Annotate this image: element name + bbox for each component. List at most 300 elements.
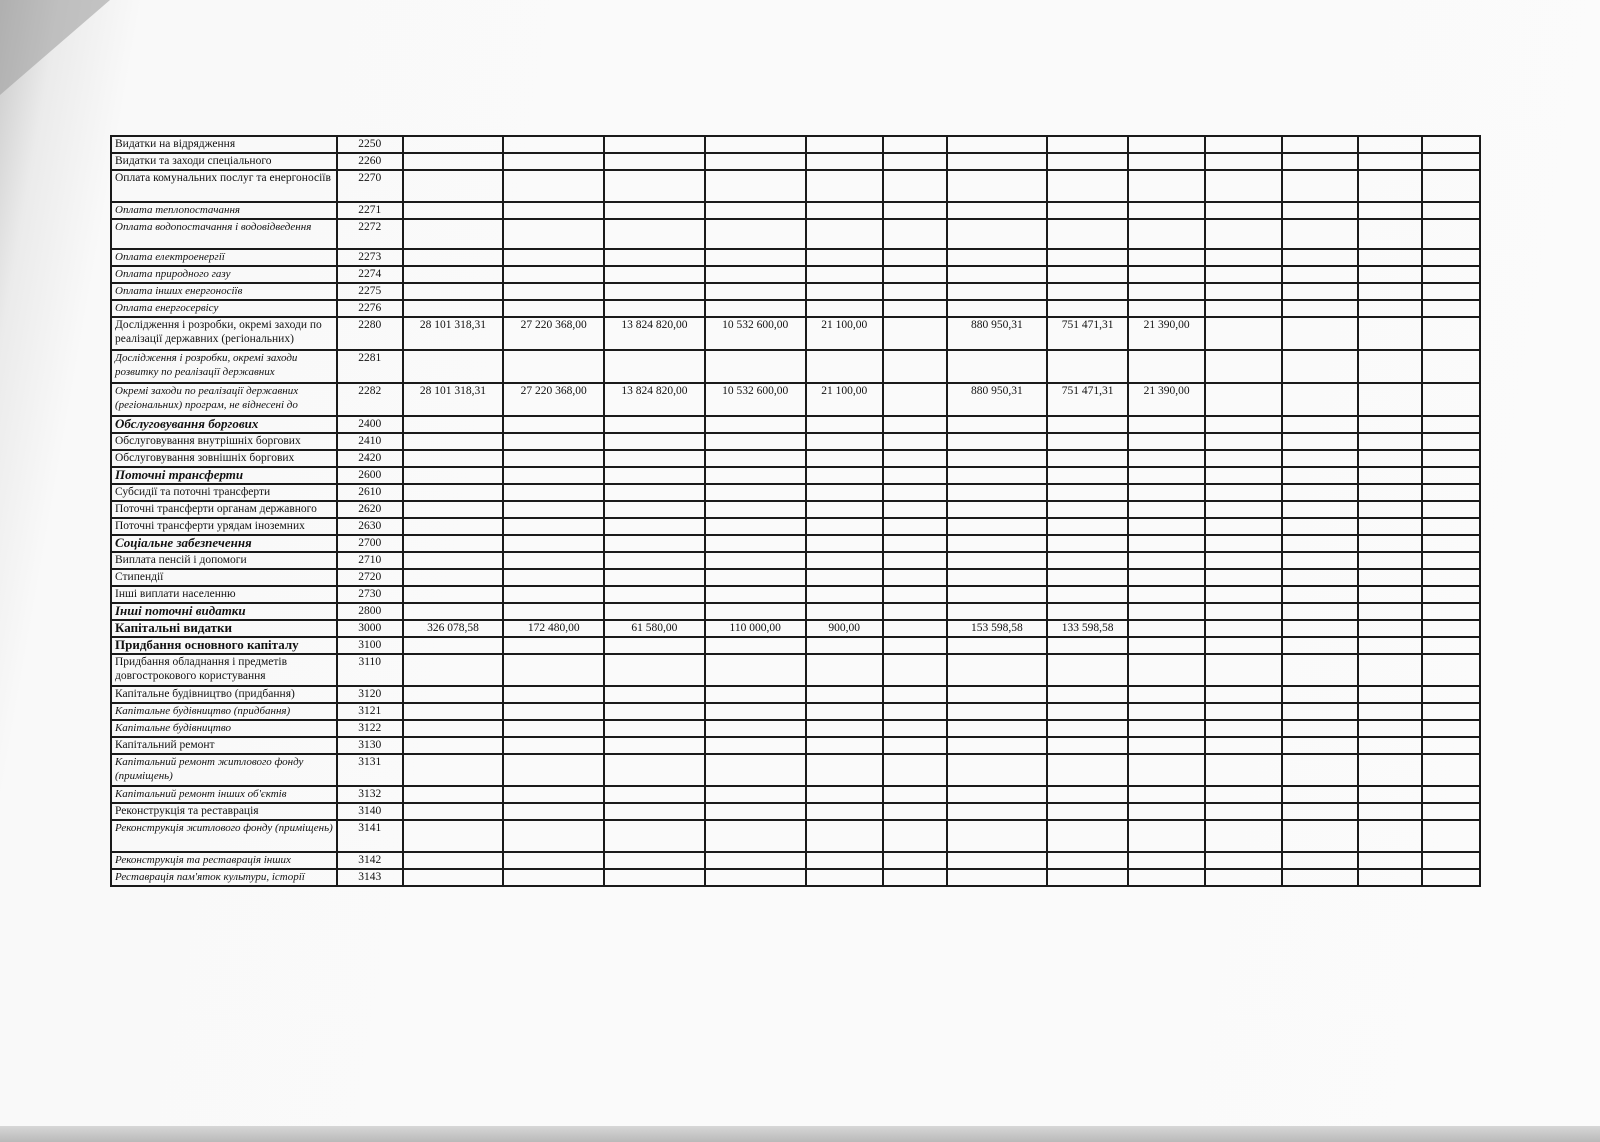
value-cell (604, 869, 705, 886)
value-cell (604, 219, 705, 249)
row-code: 2275 (337, 283, 403, 300)
value-cell (947, 416, 1048, 433)
value-cell: 110 000,00 (705, 620, 806, 637)
value-cell: 153 598,58 (947, 620, 1048, 637)
value-cell (403, 586, 504, 603)
value-cell (806, 803, 883, 820)
row-label: Окремі заходи по реалізації державних (регіональних) програм, не віднесені до (111, 383, 337, 416)
value-cell (1047, 467, 1128, 484)
value-cell (705, 202, 806, 219)
row-label: Видатки та заходи спеціального (111, 153, 337, 170)
value-cell (403, 654, 504, 686)
value-cell (503, 720, 604, 737)
value-cell: 172 480,00 (503, 620, 604, 637)
value-cell (1282, 518, 1358, 535)
value-cell (947, 518, 1048, 535)
value-cell (1358, 720, 1422, 737)
row-code: 2420 (337, 450, 403, 467)
row-code: 3121 (337, 703, 403, 720)
value-cell (1047, 300, 1128, 317)
value-cell (403, 153, 504, 170)
value-cell (1128, 737, 1205, 754)
value-cell (604, 820, 705, 852)
table-row (111, 586, 1480, 603)
value-cell (503, 283, 604, 300)
value-cell (705, 153, 806, 170)
value-cell: 880 950,31 (947, 383, 1048, 416)
value-cell (806, 249, 883, 266)
value-cell (403, 283, 504, 300)
value-cell (403, 737, 504, 754)
row-code: 2276 (337, 300, 403, 317)
value-cell (1422, 686, 1480, 703)
value-cell (1205, 383, 1281, 416)
row-label: Субсидії та поточні трансферти (111, 484, 337, 501)
value-cell (1358, 467, 1422, 484)
value-cell (705, 249, 806, 266)
value-cell (403, 569, 504, 586)
value-cell (604, 467, 705, 484)
value-cell (806, 603, 883, 620)
value-cell (1047, 266, 1128, 283)
value-cell (1422, 317, 1480, 350)
row-label: Реконструкція та реставрація (111, 803, 337, 820)
value-cell (705, 586, 806, 603)
value-cell (1128, 703, 1205, 720)
value-cell (1128, 484, 1205, 501)
value-cell (705, 484, 806, 501)
value-cell (503, 686, 604, 703)
value-cell (883, 416, 947, 433)
value-cell (806, 433, 883, 450)
value-cell (1128, 300, 1205, 317)
value-cell (947, 170, 1048, 202)
value-cell (1047, 450, 1128, 467)
value-cell (1358, 820, 1422, 852)
value-cell (403, 535, 504, 552)
row-label: Стипендії (111, 569, 337, 586)
value-cell (1128, 249, 1205, 266)
value-cell (1358, 737, 1422, 754)
value-cell (604, 300, 705, 317)
row-label: Обслуговування боргових (111, 416, 337, 433)
value-cell (1422, 416, 1480, 433)
value-cell (1358, 852, 1422, 869)
table-row (111, 433, 1480, 450)
value-cell (705, 416, 806, 433)
row-code: 2600 (337, 467, 403, 484)
value-cell (883, 654, 947, 686)
value-cell (1205, 620, 1281, 637)
table-row (111, 754, 1480, 786)
value-cell (604, 136, 705, 153)
value-cell (705, 450, 806, 467)
row-label: Обслуговування внутрішніх боргових (111, 433, 337, 450)
value-cell (705, 136, 806, 153)
row-code: 2274 (337, 266, 403, 283)
value-cell: 21 100,00 (806, 317, 883, 350)
value-cell (1047, 518, 1128, 535)
table-row (111, 317, 1480, 350)
value-cell (883, 586, 947, 603)
value-cell (403, 703, 504, 720)
value-cell (604, 552, 705, 569)
value-cell (1205, 266, 1281, 283)
value-cell (1422, 703, 1480, 720)
value-cell (1282, 202, 1358, 219)
value-cell (604, 586, 705, 603)
value-cell (883, 266, 947, 283)
value-cell (883, 720, 947, 737)
value-cell (403, 637, 504, 654)
value-cell (1128, 552, 1205, 569)
value-cell (1422, 620, 1480, 637)
value-cell (604, 737, 705, 754)
row-label: Видатки на відрядження (111, 136, 337, 153)
value-cell (883, 383, 947, 416)
value-cell (503, 552, 604, 569)
value-cell (604, 852, 705, 869)
value-cell (1358, 300, 1422, 317)
value-cell (947, 552, 1048, 569)
value-cell (1128, 136, 1205, 153)
value-cell (604, 603, 705, 620)
row-code: 2410 (337, 433, 403, 450)
value-cell (806, 202, 883, 219)
row-label: Оплата природного газу (111, 266, 337, 283)
row-label: Оплата комунальних послуг та енергоносіїв (111, 170, 337, 202)
value-cell: 751 471,31 (1047, 317, 1128, 350)
value-cell (503, 433, 604, 450)
value-cell (604, 416, 705, 433)
row-label: Поточні трансферти (111, 467, 337, 484)
value-cell (883, 136, 947, 153)
table-row (111, 737, 1480, 754)
value-cell (1422, 136, 1480, 153)
value-cell (1422, 518, 1480, 535)
value-cell (947, 219, 1048, 249)
table-row (111, 153, 1480, 170)
table-row (111, 535, 1480, 552)
value-cell (806, 637, 883, 654)
value-cell (1047, 786, 1128, 803)
value-cell (883, 501, 947, 518)
value-cell (1128, 869, 1205, 886)
value-cell (1047, 283, 1128, 300)
row-code: 2281 (337, 350, 403, 383)
value-cell (705, 283, 806, 300)
value-cell (1047, 654, 1128, 686)
value-cell (947, 350, 1048, 383)
value-cell (403, 501, 504, 518)
row-code: 2400 (337, 416, 403, 433)
value-cell (1282, 300, 1358, 317)
table-row (111, 518, 1480, 535)
value-cell (1128, 786, 1205, 803)
value-cell (883, 754, 947, 786)
value-cell (705, 501, 806, 518)
value-cell: 880 950,31 (947, 317, 1048, 350)
value-cell (947, 249, 1048, 266)
value-cell (1422, 153, 1480, 170)
value-cell (806, 283, 883, 300)
value-cell (806, 720, 883, 737)
value-cell (883, 637, 947, 654)
value-cell (1422, 350, 1480, 383)
table-row (111, 637, 1480, 654)
value-cell (806, 153, 883, 170)
value-cell (1047, 433, 1128, 450)
value-cell (883, 283, 947, 300)
table-row (111, 484, 1480, 501)
value-cell (1128, 202, 1205, 219)
value-cell (1205, 283, 1281, 300)
row-code: 2800 (337, 603, 403, 620)
value-cell (806, 703, 883, 720)
table-row (111, 869, 1480, 886)
value-cell (705, 786, 806, 803)
table-row (111, 703, 1480, 720)
value-cell (604, 170, 705, 202)
value-cell (1047, 350, 1128, 383)
table-row (111, 383, 1480, 416)
value-cell (1358, 703, 1422, 720)
value-cell (1358, 350, 1422, 383)
value-cell: 61 580,00 (604, 620, 705, 637)
table-row (111, 720, 1480, 737)
value-cell (1128, 654, 1205, 686)
value-cell (1128, 153, 1205, 170)
value-cell (503, 249, 604, 266)
value-cell (503, 153, 604, 170)
value-cell (947, 737, 1048, 754)
value-cell (604, 249, 705, 266)
value-cell (883, 552, 947, 569)
value-cell (503, 518, 604, 535)
value-cell: 21 100,00 (806, 383, 883, 416)
value-cell (806, 754, 883, 786)
value-cell (705, 654, 806, 686)
row-code: 2250 (337, 136, 403, 153)
value-cell (1205, 737, 1281, 754)
value-cell (1282, 786, 1358, 803)
value-cell (403, 416, 504, 433)
value-cell (1358, 219, 1422, 249)
value-cell (1047, 569, 1128, 586)
table-row (111, 569, 1480, 586)
value-cell (1128, 450, 1205, 467)
value-cell (1422, 249, 1480, 266)
value-cell (883, 786, 947, 803)
row-code: 2282 (337, 383, 403, 416)
value-cell (1128, 637, 1205, 654)
value-cell (403, 450, 504, 467)
value-cell (1422, 720, 1480, 737)
value-cell (705, 820, 806, 852)
row-code: 3142 (337, 852, 403, 869)
row-code: 3122 (337, 720, 403, 737)
row-label: Капітальний ремонт інших об'єктів (111, 786, 337, 803)
value-cell (883, 535, 947, 552)
value-cell: 28 101 318,31 (403, 383, 504, 416)
value-cell (1282, 136, 1358, 153)
value-cell (1205, 350, 1281, 383)
value-cell (1358, 283, 1422, 300)
value-cell (1205, 803, 1281, 820)
value-cell (883, 703, 947, 720)
value-cell (503, 219, 604, 249)
row-label: Реконструкція житлового фонду (приміщень) (111, 820, 337, 852)
value-cell (1282, 266, 1358, 283)
value-cell (1358, 869, 1422, 886)
value-cell (1282, 852, 1358, 869)
value-cell: 326 078,58 (403, 620, 504, 637)
row-label: Придбання обладнання і предметів довгострокового користування (111, 654, 337, 686)
value-cell (806, 552, 883, 569)
value-cell (503, 484, 604, 501)
value-cell (503, 300, 604, 317)
value-cell (1358, 317, 1422, 350)
value-cell (503, 535, 604, 552)
value-cell (1205, 249, 1281, 266)
value-cell (1422, 266, 1480, 283)
value-cell (1205, 703, 1281, 720)
value-cell (1358, 501, 1422, 518)
value-cell (705, 433, 806, 450)
value-cell (503, 852, 604, 869)
value-cell (947, 803, 1048, 820)
value-cell (503, 416, 604, 433)
row-code: 2280 (337, 317, 403, 350)
value-cell (1358, 620, 1422, 637)
value-cell (1422, 820, 1480, 852)
value-cell (1422, 637, 1480, 654)
value-cell (705, 300, 806, 317)
row-label: Оплата електроенергії (111, 249, 337, 266)
row-label: Дослідження і розробки, окремі заходи розвитку по реалізації державних (111, 350, 337, 383)
value-cell (806, 300, 883, 317)
row-label: Оплата інших енергоносіїв (111, 283, 337, 300)
value-cell (806, 820, 883, 852)
value-cell (947, 754, 1048, 786)
value-cell (947, 720, 1048, 737)
value-cell (1047, 249, 1128, 266)
value-cell (1205, 467, 1281, 484)
value-cell (403, 686, 504, 703)
value-cell (1205, 586, 1281, 603)
row-label: Інші поточні видатки (111, 603, 337, 620)
value-cell (503, 637, 604, 654)
value-cell (883, 820, 947, 852)
value-cell (1282, 219, 1358, 249)
value-cell (705, 569, 806, 586)
value-cell (947, 654, 1048, 686)
value-cell (1205, 518, 1281, 535)
value-cell (1358, 603, 1422, 620)
value-cell (403, 518, 504, 535)
value-cell (1205, 202, 1281, 219)
value-cell (1047, 416, 1128, 433)
value-cell: 27 220 368,00 (503, 383, 604, 416)
value-cell (403, 249, 504, 266)
table-row (111, 852, 1480, 869)
row-code: 2720 (337, 569, 403, 586)
value-cell (705, 754, 806, 786)
row-code: 2610 (337, 484, 403, 501)
value-cell (1205, 300, 1281, 317)
value-cell (1047, 820, 1128, 852)
value-cell (503, 737, 604, 754)
table-row (111, 786, 1480, 803)
value-cell (1205, 219, 1281, 249)
row-code: 2630 (337, 518, 403, 535)
row-label: Капітальне будівництво (придбання) (111, 686, 337, 703)
value-cell (883, 450, 947, 467)
row-code: 3143 (337, 869, 403, 886)
value-cell (947, 266, 1048, 283)
row-label: Оплата теплопостачання (111, 202, 337, 219)
value-cell (604, 450, 705, 467)
value-cell (705, 467, 806, 484)
row-label: Обслуговування зовнішніх боргових (111, 450, 337, 467)
value-cell (947, 603, 1048, 620)
row-label: Оплата енергосервісу (111, 300, 337, 317)
value-cell (1422, 803, 1480, 820)
value-cell (947, 300, 1048, 317)
value-cell (1422, 737, 1480, 754)
value-cell: 900,00 (806, 620, 883, 637)
value-cell (1282, 637, 1358, 654)
value-cell (806, 786, 883, 803)
value-cell (1358, 433, 1422, 450)
value-cell (883, 518, 947, 535)
value-cell (1282, 820, 1358, 852)
value-cell (947, 820, 1048, 852)
value-cell (883, 300, 947, 317)
value-cell (604, 637, 705, 654)
value-cell (1282, 569, 1358, 586)
table-row (111, 202, 1480, 219)
value-cell (1047, 586, 1128, 603)
value-cell (806, 518, 883, 535)
row-label: Капітальні видатки (111, 620, 337, 637)
value-cell (947, 586, 1048, 603)
value-cell (705, 803, 806, 820)
value-cell: 13 824 820,00 (604, 317, 705, 350)
value-cell (1358, 383, 1422, 416)
table-row (111, 820, 1480, 852)
budget-expenditure-table (110, 135, 1481, 887)
value-cell (1282, 803, 1358, 820)
value-cell (883, 170, 947, 202)
value-cell (705, 737, 806, 754)
value-cell: 10 532 600,00 (705, 317, 806, 350)
value-cell (503, 820, 604, 852)
value-cell (403, 869, 504, 886)
table-row (111, 501, 1480, 518)
row-label: Реконструкція та реставрація інших (111, 852, 337, 869)
value-cell (1422, 383, 1480, 416)
value-cell (604, 283, 705, 300)
value-cell (1282, 586, 1358, 603)
value-cell (1128, 720, 1205, 737)
value-cell (1282, 283, 1358, 300)
value-cell (1047, 153, 1128, 170)
value-cell (705, 219, 806, 249)
value-cell (1205, 820, 1281, 852)
value-cell (947, 637, 1048, 654)
value-cell (403, 266, 504, 283)
